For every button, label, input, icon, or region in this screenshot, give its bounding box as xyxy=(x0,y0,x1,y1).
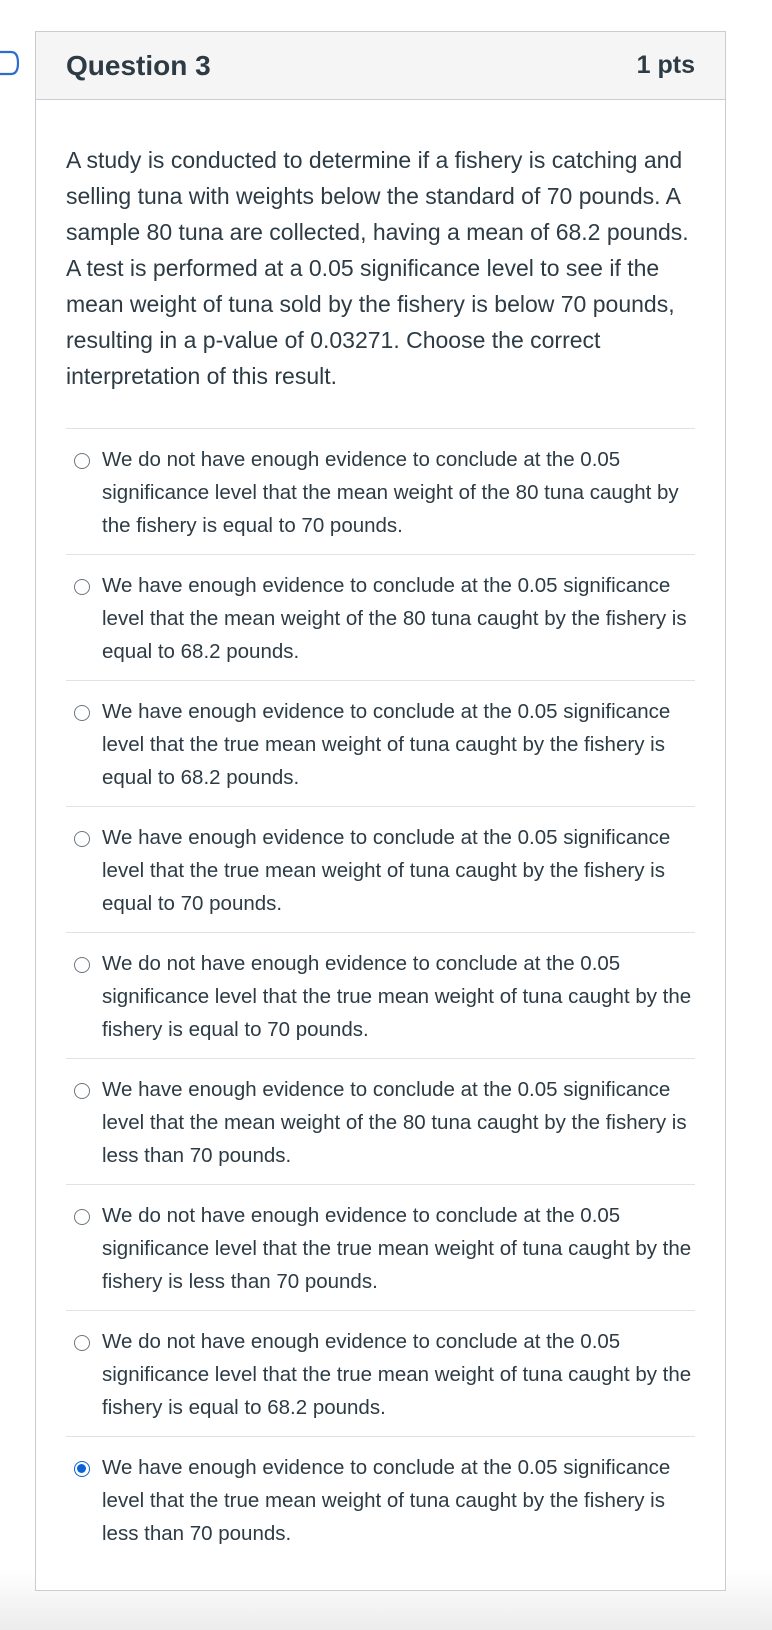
question-title: Question 3 xyxy=(66,49,211,81)
answer-list xyxy=(66,428,695,1563)
question-text: A study is conducted to determine if a fishery is catching and selling tuna with weights below the standard of 70 pounds. A sample 80 tuna are collected, having a mean of 68.2 pounds. A test is performed at a 0.05 significance level to see if the mean weight of tuna sold by the fishery is below 70 pounds, resulting in a p-value of 0.03271. Choose the correct interpretation of this result. xyxy=(66,147,689,389)
answer-option-5[interactable] xyxy=(66,933,695,1059)
answer-label[interactable]: We do not have enough evidence to conclude at the 0.05 significance level that the true mean weight of tuna caught by the fishery is less than 70 pounds. xyxy=(102,1204,692,1293)
answer-option-9[interactable] xyxy=(66,1437,695,1563)
radio-button[interactable] xyxy=(74,705,90,721)
radio-button[interactable] xyxy=(74,957,90,973)
bookmark-flag-icon[interactable] xyxy=(0,50,20,76)
question-body xyxy=(36,100,725,1563)
answer-label[interactable]: We do not have enough evidence to conclude at the 0.05 significance level that the true mean weight of tuna caught by the fishery is equal to 70 pounds. xyxy=(102,952,692,1041)
answer-option-7[interactable] xyxy=(66,1185,695,1311)
answer-label[interactable]: We have enough evidence to conclude at the 0.05 significance level that the true mean weight of tuna caught by the fishery is equal to 70 pounds. xyxy=(102,826,671,915)
answer-label[interactable]: We have enough evidence to conclude at the 0.05 significance level that the true mean weight of tuna caught by the fishery is less than 70 pounds. xyxy=(102,1456,671,1545)
answer-label[interactable]: We have enough evidence to conclude at the 0.05 significance level that the mean weight of the 80 tuna caught by the fishery is equal to 68.2 pounds. xyxy=(102,574,687,663)
radio-button-selected[interactable] xyxy=(74,1461,90,1477)
answer-label[interactable]: We do not have enough evidence to conclude at the 0.05 significance level that the mean weight of the 80 tuna caught by the fishery is equal to 70 pounds. xyxy=(102,448,679,537)
question-header xyxy=(36,32,725,100)
answer-label[interactable]: We have enough evidence to conclude at the 0.05 significance level that the mean weight of the 80 tuna caught by the fishery is less than 70 pounds. xyxy=(102,1078,687,1167)
radio-button[interactable] xyxy=(74,579,90,595)
answer-option-8[interactable] xyxy=(66,1311,695,1437)
answer-option-4[interactable] xyxy=(66,807,695,933)
radio-button[interactable] xyxy=(74,453,90,469)
answer-option-2[interactable] xyxy=(66,555,695,681)
answer-label[interactable]: We do not have enough evidence to conclude at the 0.05 significance level that the true mean weight of tuna caught by the fishery is equal to 68.2 pounds. xyxy=(102,1330,692,1419)
radio-button[interactable] xyxy=(74,1335,90,1351)
question-points: 1 pts xyxy=(636,51,695,79)
radio-button[interactable] xyxy=(74,831,90,847)
radio-button[interactable] xyxy=(74,1209,90,1225)
answer-label[interactable]: We have enough evidence to conclude at the 0.05 significance level that the true mean weight of tuna caught by the fishery is equal to 68.2 pounds. xyxy=(102,700,671,789)
answer-option-6[interactable] xyxy=(66,1059,695,1185)
radio-button[interactable] xyxy=(74,1083,90,1099)
question-card xyxy=(35,31,726,1591)
answer-option-3[interactable] xyxy=(66,681,695,807)
answer-option-1[interactable] xyxy=(66,429,695,555)
